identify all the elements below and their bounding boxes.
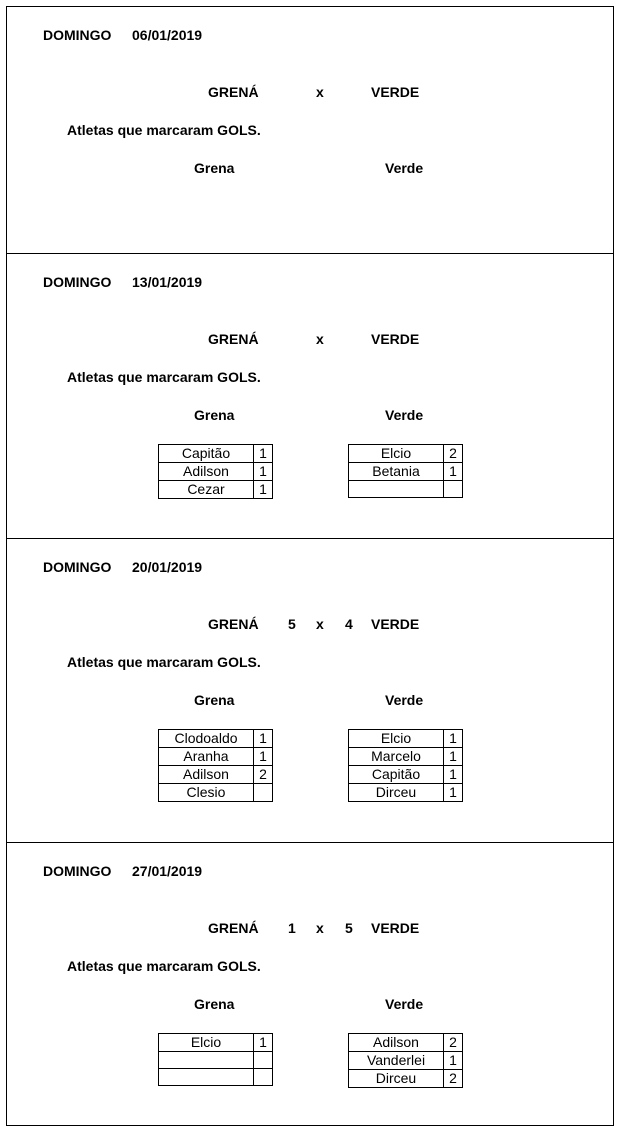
table-row bbox=[349, 766, 463, 784]
scorer-name bbox=[349, 481, 444, 498]
table-row bbox=[349, 730, 463, 748]
table-row bbox=[159, 748, 273, 766]
scorer-name: Adilson bbox=[159, 463, 254, 481]
scorer-goals: 1 bbox=[444, 463, 463, 481]
table-row bbox=[159, 463, 273, 481]
scorer-goals: 1 bbox=[254, 445, 273, 463]
scorers-heading: Atletas que marcaram GOLS. bbox=[67, 654, 261, 670]
scorer-goals: 2 bbox=[444, 1070, 463, 1088]
home-scorers-table bbox=[158, 729, 273, 802]
scorer-name: Capitão bbox=[159, 445, 254, 463]
table-row bbox=[349, 1052, 463, 1070]
match-sheet bbox=[6, 6, 614, 1126]
scorer-name: Adilson bbox=[159, 766, 254, 784]
match-date: 13/01/2019 bbox=[132, 274, 203, 290]
away-scorers-table bbox=[348, 444, 463, 498]
scorer-goals bbox=[444, 481, 463, 498]
scorer-goals: 1 bbox=[444, 1052, 463, 1070]
table-row bbox=[159, 784, 273, 802]
away-team: VERDE bbox=[371, 920, 420, 936]
scorer-goals bbox=[254, 1052, 273, 1069]
table-row bbox=[349, 1034, 463, 1052]
away-scorers-table bbox=[348, 729, 463, 802]
scorer-goals: 1 bbox=[254, 481, 273, 499]
table-row bbox=[159, 1052, 273, 1069]
scorer-name bbox=[159, 1069, 254, 1086]
scorer-name: Adilson bbox=[349, 1034, 444, 1052]
scorer-name: Elcio bbox=[159, 1034, 254, 1052]
away-column-title: Verde bbox=[385, 692, 424, 708]
scorer-name: Capitão bbox=[349, 766, 444, 784]
day-label: DOMINGO bbox=[43, 274, 112, 290]
scorer-goals bbox=[254, 784, 273, 802]
scorer-goals: 1 bbox=[444, 730, 463, 748]
home-scorers-table bbox=[158, 444, 273, 499]
scorer-goals bbox=[254, 1069, 273, 1086]
match-date: 06/01/2019 bbox=[132, 27, 203, 43]
scorer-goals: 1 bbox=[254, 730, 273, 748]
table-row bbox=[159, 1069, 273, 1086]
home-column-title: Grena bbox=[194, 692, 235, 708]
home-score: 5 bbox=[288, 616, 296, 632]
scorer-name: Cezar bbox=[159, 481, 254, 499]
away-column-title: Verde bbox=[385, 996, 424, 1012]
table-row bbox=[159, 481, 273, 499]
away-scorers-table bbox=[348, 1033, 463, 1088]
table-row bbox=[349, 784, 463, 802]
match-block bbox=[7, 254, 613, 539]
scorer-goals: 2 bbox=[254, 766, 273, 784]
scorer-goals: 1 bbox=[444, 784, 463, 802]
home-column-title: Grena bbox=[194, 996, 235, 1012]
scorer-name bbox=[159, 1052, 254, 1069]
scorer-goals: 1 bbox=[254, 748, 273, 766]
scorer-goals: 1 bbox=[444, 766, 463, 784]
scorer-name: Clesio bbox=[159, 784, 254, 802]
home-column-title: Grena bbox=[194, 407, 235, 423]
day-label: DOMINGO bbox=[43, 863, 112, 879]
home-score: 1 bbox=[288, 920, 296, 936]
table-row bbox=[349, 481, 463, 498]
table-row bbox=[349, 445, 463, 463]
day-label: DOMINGO bbox=[43, 27, 112, 43]
match-block bbox=[7, 843, 613, 1125]
scorer-name: Dirceu bbox=[349, 1070, 444, 1088]
home-team: GRENÁ bbox=[208, 616, 259, 632]
scorer-name: Dirceu bbox=[349, 784, 444, 802]
match-block bbox=[7, 539, 613, 843]
match-date: 20/01/2019 bbox=[132, 559, 203, 575]
away-column-title: Verde bbox=[385, 160, 424, 176]
scorer-name: Vanderlei bbox=[349, 1052, 444, 1070]
scorer-name: Betania bbox=[349, 463, 444, 481]
scorer-name: Elcio bbox=[349, 445, 444, 463]
scorers-heading: Atletas que marcaram GOLS. bbox=[67, 369, 261, 385]
day-label: DOMINGO bbox=[43, 559, 112, 575]
scorer-goals: 1 bbox=[254, 1034, 273, 1052]
table-row bbox=[159, 730, 273, 748]
scorer-goals: 1 bbox=[444, 748, 463, 766]
scorer-goals: 1 bbox=[254, 463, 273, 481]
scorer-goals: 2 bbox=[444, 445, 463, 463]
home-team: GRENÁ bbox=[208, 84, 259, 100]
home-column-title: Grena bbox=[194, 160, 235, 176]
home-scorers-table bbox=[158, 1033, 273, 1086]
table-row bbox=[349, 1070, 463, 1088]
versus-label: x bbox=[316, 616, 324, 632]
scorer-name: Clodoaldo bbox=[159, 730, 254, 748]
home-team: GRENÁ bbox=[208, 331, 259, 347]
table-row bbox=[159, 1034, 273, 1052]
scorers-heading: Atletas que marcaram GOLS. bbox=[67, 958, 261, 974]
scorers-heading: Atletas que marcaram GOLS. bbox=[67, 122, 261, 138]
table-row bbox=[349, 463, 463, 481]
away-team: VERDE bbox=[371, 616, 420, 632]
scorer-goals: 2 bbox=[444, 1034, 463, 1052]
away-team: VERDE bbox=[371, 331, 420, 347]
scorer-name: Marcelo bbox=[349, 748, 444, 766]
away-column-title: Verde bbox=[385, 407, 424, 423]
scorer-name: Aranha bbox=[159, 748, 254, 766]
match-block bbox=[7, 7, 613, 254]
versus-label: x bbox=[316, 84, 324, 100]
away-score: 5 bbox=[345, 920, 353, 936]
home-team: GRENÁ bbox=[208, 920, 259, 936]
table-row bbox=[349, 748, 463, 766]
scorer-name: Elcio bbox=[349, 730, 444, 748]
away-team: VERDE bbox=[371, 84, 420, 100]
versus-label: x bbox=[316, 920, 324, 936]
away-score: 4 bbox=[345, 616, 353, 632]
table-row bbox=[159, 445, 273, 463]
versus-label: x bbox=[316, 331, 324, 347]
table-row bbox=[159, 766, 273, 784]
match-date: 27/01/2019 bbox=[132, 863, 203, 879]
